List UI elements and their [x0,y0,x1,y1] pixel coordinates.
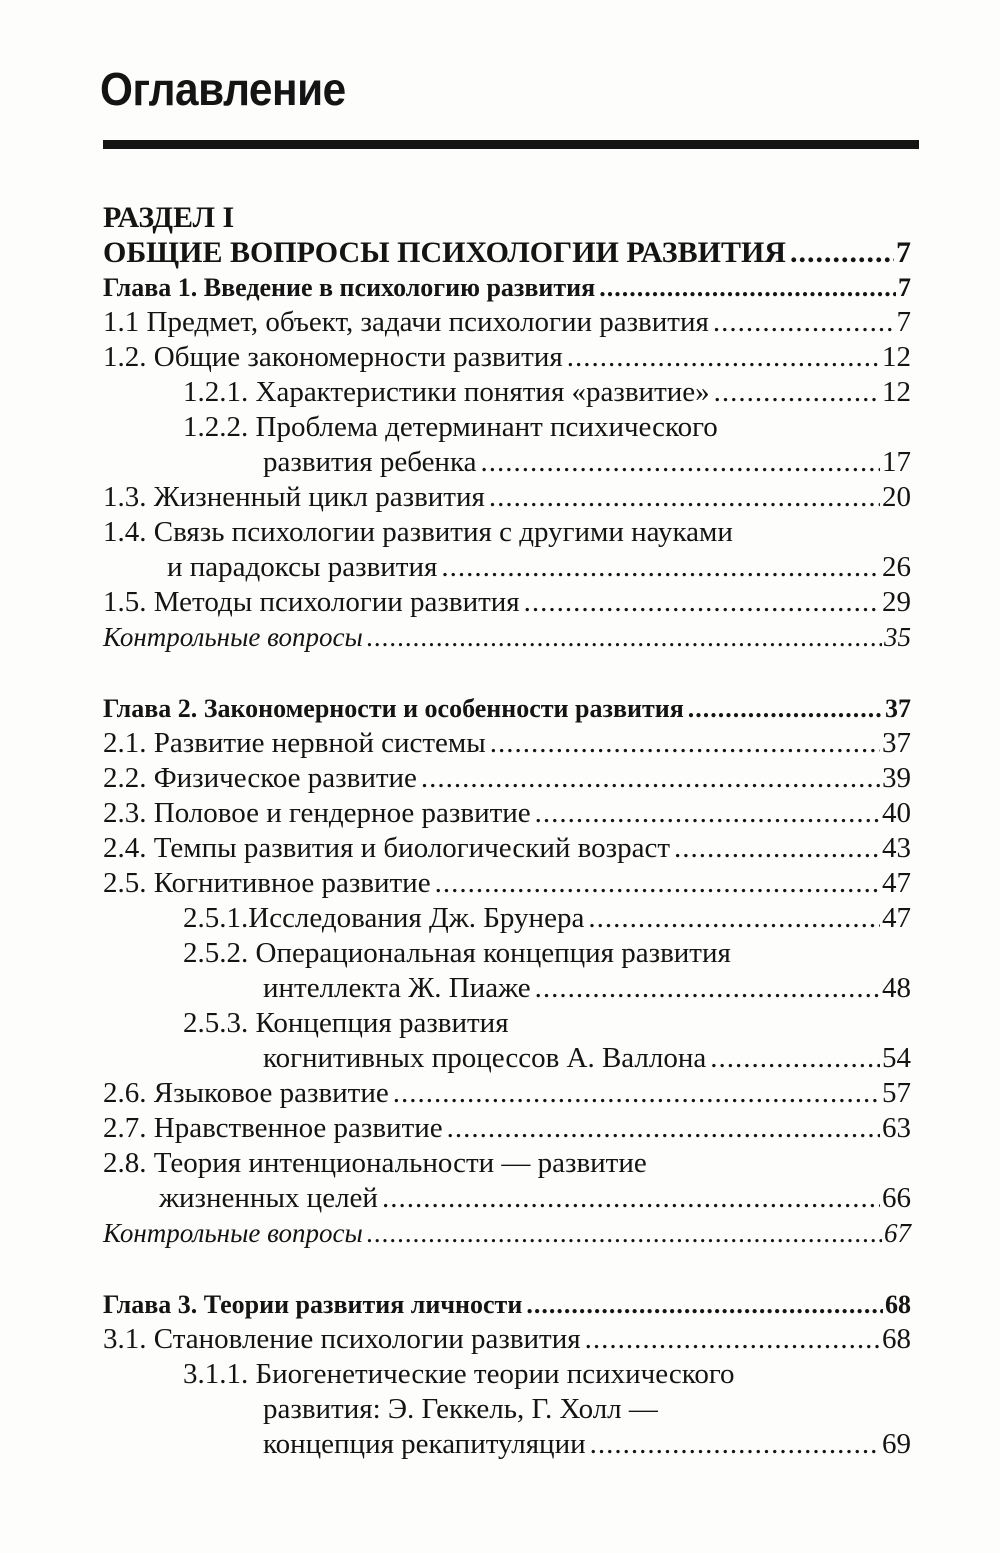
toc-subentry[interactable] [103,375,911,410]
toc-subentry[interactable] [103,1006,911,1041]
section-label [103,200,911,235]
entry-label: 2.5.1.Исследования Дж. Брунера [183,902,585,934]
toc-entry[interactable] [103,585,911,620]
toc-subentry[interactable] [103,936,911,971]
toc-entry[interactable] [103,480,911,515]
entry-label: 2.2. Физическое развитие [103,762,417,794]
leader-dots [599,270,896,305]
entry-label: 1.3. Жизненный цикл развития [103,481,485,513]
leader-dots [790,235,894,270]
entry-label: концепция рекапитуляции [263,1428,586,1460]
page-number: 47 [882,867,911,899]
leader-dots [526,1287,883,1322]
entry-label: 3.1.1. Биогенетические теории психического [183,1358,735,1390]
leader-dots [688,691,883,726]
toc-chapter[interactable] [103,270,911,305]
page-number: 54 [882,1042,911,1074]
entry-label: 1.1 Предмет, объект, задачи психологии развития [103,306,709,338]
entry-label: интеллекта Ж. Пиаже [263,972,531,1004]
entry-label: 7 [896,236,911,269]
leader-dots [447,1111,880,1146]
toc-questions[interactable] [103,620,911,655]
leader-dots [588,901,880,936]
entry-label: 1.2. Общие закономерности развития [103,341,563,373]
toc-subentry-cont[interactable] [103,971,911,1006]
entry-label: и парадоксы развития [167,551,438,583]
page-number: 43 [882,832,911,864]
leader-dots [713,305,895,340]
page-number: 66 [882,1182,911,1214]
page-number: 63 [882,1112,911,1144]
table-of-contents [103,200,911,1462]
entry-label: когнитивных процессов А. Валлона [263,1042,707,1074]
leader-dots [435,866,880,901]
leader-dots [535,796,880,831]
entry-label: развития: Э. Геккель, Г. Холл — [263,1393,658,1425]
page-number: 67 [884,1218,911,1248]
entry-label: Контрольные вопросы [103,1218,363,1248]
entry-label: 1.4. Связь психологии развития с другими науками [103,516,733,548]
page-number: 40 [882,797,911,829]
toc-entry[interactable] [103,340,911,375]
page-number: 35 [884,622,911,652]
toc-entry[interactable] [103,796,911,831]
entry-label: 2.5.3. Концепция развития [183,1007,509,1039]
page-number: 7 [898,273,911,302]
leader-dots [382,1181,880,1216]
entry-label: Глава 2. Закономерности и особенности развития [103,694,684,723]
entry-label: развития ребенка [263,446,477,478]
entry-label: 2.7. Нравственное развитие [103,1112,443,1144]
title-rule [103,140,919,149]
leader-dots [567,340,880,375]
entry-label: 1.2.2. Проблема детерминант психического [183,411,718,443]
toc-entry-cont[interactable] [103,1181,911,1216]
toc-entry[interactable] [103,305,911,340]
toc-questions[interactable] [103,1216,911,1251]
leader-dots [674,831,880,866]
page-number: 7 [896,306,911,338]
entry-label: Контрольные вопросы [103,622,363,652]
toc-entry[interactable] [103,831,911,866]
toc-subentry-cont[interactable] [103,1392,911,1427]
toc-entry[interactable] [103,1146,911,1181]
page-number: 17 [882,446,911,478]
spacer [103,655,911,691]
entry-label: Глава 1. Введение в психологию развития [103,273,596,302]
toc-entry[interactable] [103,866,911,901]
spacer [103,1251,911,1287]
page-number: 20 [882,481,911,513]
toc-subentry[interactable] [103,1357,911,1392]
leader-dots [393,1076,880,1111]
page-number: 68 [885,1290,911,1319]
toc-subentry[interactable] [103,901,911,936]
toc-subentry-cont[interactable] [103,1041,911,1076]
leader-dots [490,726,880,761]
entry-label: жизненных целей [159,1182,378,1214]
toc-entry-cont[interactable] [103,550,911,585]
leader-dots [710,1041,880,1076]
entry-label: 2.5. Когнитивное развитие [103,867,431,899]
page-number: 57 [882,1077,911,1109]
entry-label: Глава 3. Теории развития личности [103,1290,523,1319]
toc-entry[interactable] [103,1322,911,1357]
toc-entry[interactable] [103,726,911,761]
page-number: 26 [882,551,911,583]
leader-dots [367,620,882,655]
leader-dots [535,971,880,1006]
toc-chapter[interactable] [103,691,911,726]
entry-label: 3.1. Становление психологии развития [103,1323,581,1355]
leader-dots [367,1216,882,1251]
page-number: 12 [882,341,911,373]
leader-dots [489,480,880,515]
page-number: 48 [882,972,911,1004]
entry-label: 1.2.1. Характеристики понятия «развитие» [183,376,710,408]
page-number: 47 [882,902,911,934]
page-number: 68 [882,1323,911,1355]
leader-dots [480,445,880,480]
entry-label: 2.5.2. Операциональная концепция развития [183,937,731,969]
toc-subentry[interactable] [103,410,911,445]
page-title: Оглавление [100,63,346,115]
leader-dots [590,1427,880,1462]
section-title[interactable] [103,235,911,270]
leader-dots [585,1322,880,1357]
entry-label: 2.8. Теория интенциональности — развитие [103,1147,647,1179]
entry-label: 2.4. Темпы развития и биологический возраст [103,832,671,864]
entry-label: 2.3. Половое и гендерное развитие [103,797,531,829]
toc-entry[interactable] [103,761,911,796]
page-number: 29 [882,586,911,618]
toc-entry[interactable] [103,1111,911,1146]
entry-label: 2.6. Языковое развитие [103,1077,389,1109]
entry-label: РАЗДЕЛ I [103,201,235,234]
toc-entry[interactable] [103,515,911,550]
toc-subentry-cont[interactable] [103,445,911,480]
page-number: 12 [882,376,911,408]
toc-chapter[interactable] [103,1287,911,1322]
leader-dots [441,550,880,585]
page-number: 37 [885,694,911,723]
entry-label: 1.5. Методы психологии развития [103,586,520,618]
page-number: 39 [882,762,911,794]
toc-subentry-cont[interactable] [103,1427,911,1462]
toc-entry[interactable] [103,1076,911,1111]
leader-dots [524,585,880,620]
page-number: 37 [882,727,911,759]
entry-label: ОБЩИЕ ВОПРОСЫ ПСИХОЛОГИИ РАЗВИТИЯ [103,236,786,269]
leader-dots [714,375,880,410]
page-number: 69 [882,1428,911,1460]
entry-label: 2.1. Развитие нервной системы [103,727,486,759]
leader-dots [421,761,880,796]
